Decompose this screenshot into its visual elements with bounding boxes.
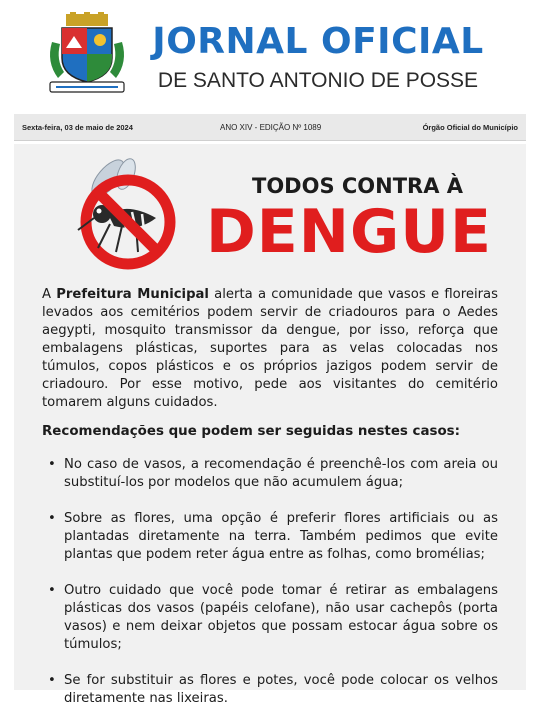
edition-number: ANO XIV - EDIÇÃO Nº 1089 xyxy=(220,123,322,132)
slogan-dengue: DENGUE xyxy=(206,197,492,267)
recommendation-text: Outro cuidado que você pode tomar é retirar as embalagens plásticas dos vasos (papéis celofane), não usar cachepôs (porta vasos) e nem deixar objetos que possam estocar água sobre os túmulos; xyxy=(64,583,498,652)
list-item xyxy=(42,582,498,654)
bullet-icon: • xyxy=(48,457,56,472)
article-panel xyxy=(14,144,526,706)
publication-date: Sexta-feira, 03 de maio de 2024 xyxy=(22,123,133,132)
recommendations-list xyxy=(42,456,498,726)
newspaper-subtitle: DE SANTO ANTONIO DE POSSE xyxy=(157,69,479,92)
article-intro-paragraph xyxy=(42,286,498,412)
intro-rest: alerta a comunidade que vasos e floreiras levados aos cemitérios podem servir de criadouros para o Aedes aegypti, mosquito transmissor da dengue, por isso, reforça que embalagens plásticas, suportes para as velas colocadas nos túmulos, copos plásticos e os próprios jazigos podem servir de criadouro. Por esse motivo, pede aos visitantes do cemitério tomarem alguns cuidados. xyxy=(42,287,498,410)
intro-bold-entity: Prefeitura Municipal xyxy=(56,287,209,302)
list-item xyxy=(42,672,498,708)
recommendation-text: Sobre as flores, uma opção é preferir flores artificiais ou as plantadas diretamente na terra. Também pedimos que evite plantas que podem reter água entre as folhas, como bromélias; xyxy=(64,511,498,562)
recommendation-text: Se for substituir as flores e potes, você pode colocar os velhos diretamente nas lixeiras. xyxy=(64,673,498,706)
recommendation-text: No caso de vasos, a recomendação é preenchê-los com areia ou substituí-los por modelos que não acumulem água; xyxy=(64,457,498,490)
newspaper-title: JORNAL OFICIAL xyxy=(152,21,484,62)
bullet-icon: • xyxy=(48,583,56,598)
bullet-icon: • xyxy=(48,511,56,526)
slogan-top-line: TODOS CONTRA À xyxy=(252,174,464,198)
no-mosquito-icon xyxy=(64,152,190,270)
list-item xyxy=(42,510,498,564)
campaign-banner xyxy=(14,144,526,274)
edition-info-bar xyxy=(14,114,526,141)
recommendations-heading: Recomendações que podem ser seguidas nestes casos: xyxy=(42,424,460,439)
intro-prefix: A xyxy=(42,287,52,302)
masthead xyxy=(0,0,540,108)
list-item xyxy=(42,456,498,492)
bullet-icon: • xyxy=(48,673,56,688)
municipal-coat-of-arms-icon xyxy=(44,12,130,96)
official-organ-label: Órgão Oficial do Município xyxy=(422,123,518,132)
